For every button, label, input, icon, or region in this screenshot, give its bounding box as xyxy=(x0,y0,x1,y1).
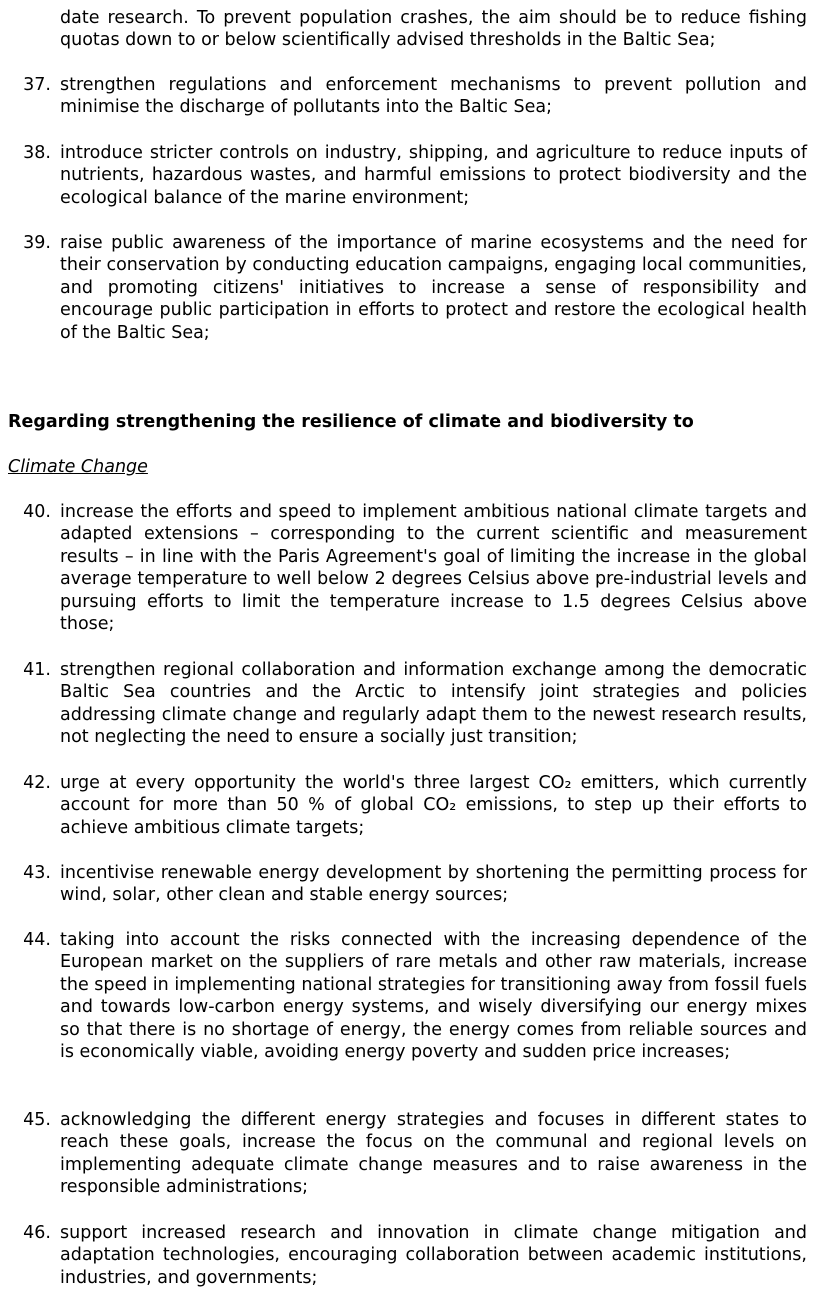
section-heading: Regarding strengthening the resilience of climate and biodiversity to xyxy=(8,412,694,432)
item-number: 39. xyxy=(23,233,51,253)
subsection-heading: Climate Change xyxy=(8,457,148,477)
item-text: support increased research and innovation in climate change mitigation and adaptation technologies, encouraging collaboration between academic institutions, industries, and governments; xyxy=(60,1223,807,1288)
continuation-paragraph: date research. To prevent population crashes, the aim should be to reduce fishing quotas down to or below scientifically advised thresholds in the Baltic Sea; xyxy=(60,8,807,51)
item-number: 44. xyxy=(23,930,51,950)
item-text: taking into account the risks connected with the increasing dependence of the European market on the suppliers of rare metals and other raw materials, increase the speed in implementing national strategies for transitioning away from fossil fuels and towards low-carbon energy systems, and wisely diversifying our energy mixes so that there is no shortage of energy, the energy comes from reliable sources and is economically viable, avoiding energy poverty and sudden price increases; xyxy=(60,930,807,1063)
item-text: introduce stricter controls on industry, shipping, and agriculture to reduce inputs of nutrients, hazardous wastes, and harmful emissions to protect biodiversity and the ecological balance of the marine environment; xyxy=(60,143,807,208)
item-number: 45. xyxy=(23,1110,51,1130)
item-text: raise public awareness of the importance of marine ecosystems and the need for their conservation by conducting education campaigns, engaging local communities, and promoting citizens' initiatives to increase a sense of responsibility and encourage public participation in efforts to protect and restore the ecological health of the Baltic Sea; xyxy=(60,233,807,343)
item-text: strengthen regulations and enforcement mechanisms to prevent pollution and minimise the discharge of pollutants into the Baltic Sea; xyxy=(60,75,807,118)
item-text: strengthen regional collaboration and information exchange among the democratic Baltic Sea countries and the Arctic to intensify joint strategies and policies addressing climate change and regularly adapt them to the newest research results, not neglecting the need to ensure a socially just transition; xyxy=(60,660,807,748)
item-number: 41. xyxy=(23,660,51,680)
item-text: acknowledging the different energy strategies and focuses in different states to reach these goals, increase the focus on the communal and regional levels on implementing adequate climate change measures and to raise awareness in the responsible administrations; xyxy=(60,1110,807,1198)
item-number: 38. xyxy=(23,143,51,163)
item-number: 43. xyxy=(23,863,51,883)
item-number: 40. xyxy=(23,502,51,522)
item-text: incentivise renewable energy development by shortening the permitting process for wind, solar, other clean and stable energy sources; xyxy=(60,863,807,906)
item-number: 46. xyxy=(23,1223,51,1243)
item-number: 42. xyxy=(23,773,51,793)
item-text: increase the efforts and speed to implement ambitious national climate targets and adapted extensions – corresponding to the current scientific and measurement results – in line with the Paris Agreement's goal of limiting the increase in the global average temperature to well below 2 degrees Celsius above pre-industrial levels and pursuing efforts to limit the temperature increase to 1.5 degrees Celsius above those; xyxy=(60,502,807,635)
item-number: 37. xyxy=(23,75,51,95)
item-text: urge at every opportunity the world's three largest CO₂ emitters, which currently account for more than 50 % of global CO₂ emissions, to step up their efforts to achieve ambitious climate targets; xyxy=(60,773,807,838)
